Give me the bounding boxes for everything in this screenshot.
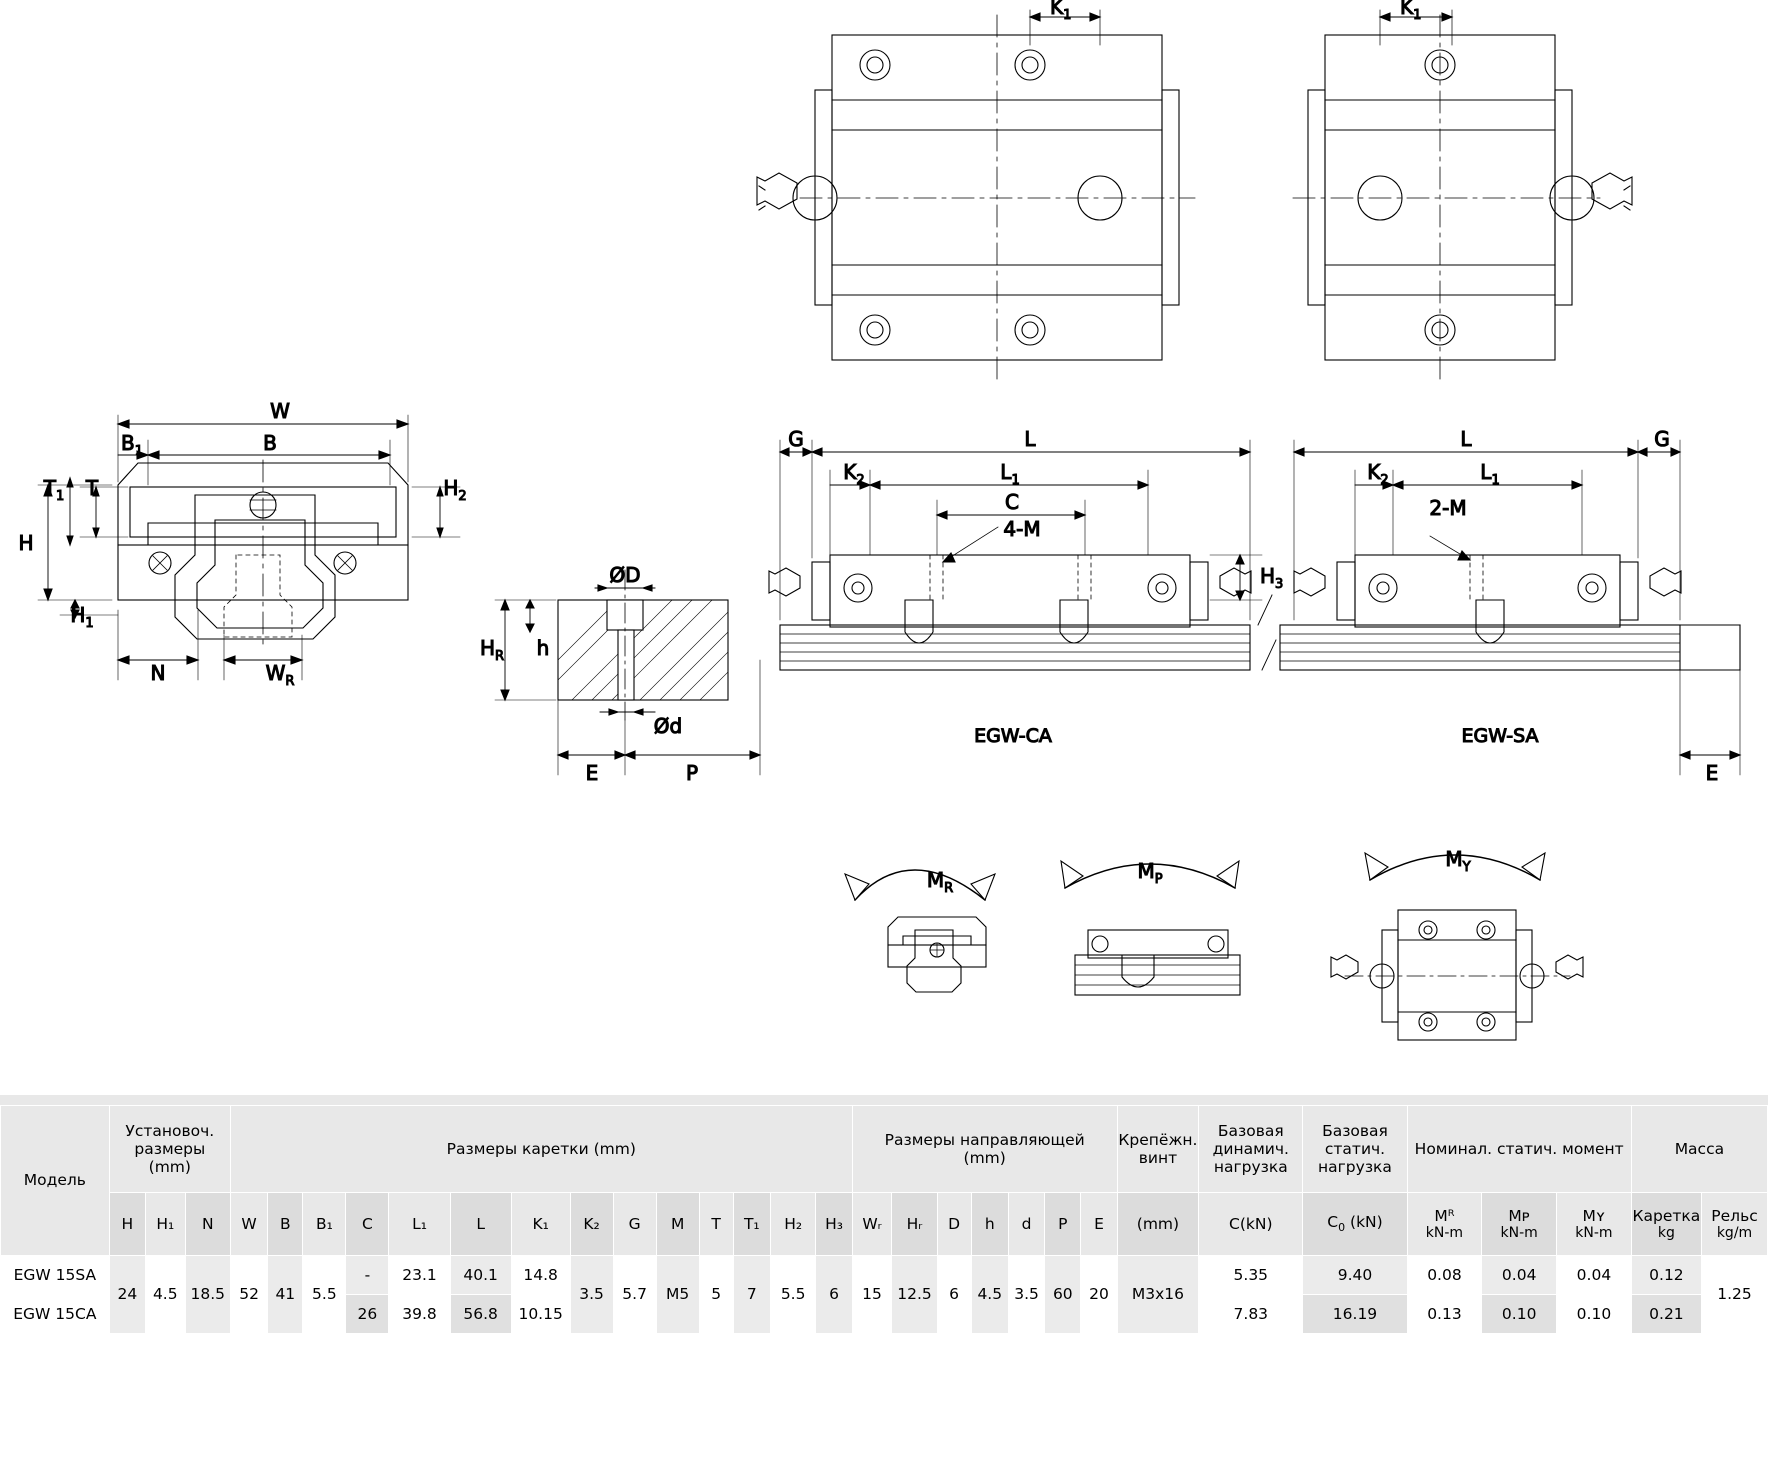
label-h-small: h <box>536 636 550 660</box>
subheader-H: H <box>109 1193 145 1256</box>
subheader-E: E <box>1081 1193 1117 1256</box>
subheader-H3: H₃ <box>816 1193 852 1256</box>
label-c: C <box>1005 490 1019 514</box>
table-top-bar <box>0 1095 1768 1105</box>
label-h3: $H_3$ <box>1260 564 1284 592</box>
label-d-big: ØD <box>609 563 641 587</box>
label-mp: $M_P$ <box>1137 859 1163 887</box>
cell-C-sa: - <box>346 1256 389 1295</box>
cell-K2: 3.5 <box>570 1256 613 1334</box>
cell-W: 52 <box>230 1256 267 1334</box>
cell-carriage-kg-ca: 0.21 <box>1631 1295 1701 1334</box>
subheader-h: h <box>971 1193 1008 1256</box>
spec-table-wrap <box>0 1095 1768 1334</box>
cell-H2: 5.5 <box>771 1256 816 1334</box>
subheader-M: M <box>656 1193 699 1256</box>
cell-H3: 6 <box>816 1256 852 1334</box>
cell-MP-ca: 0.10 <box>1482 1295 1557 1334</box>
subheader-my <box>1557 1193 1632 1256</box>
label-k1-right: $K_1$ <box>1400 0 1422 23</box>
cell-H1: 4.5 <box>145 1256 185 1334</box>
subheader-D: D <box>937 1193 971 1256</box>
cell-MR-sa: 0.08 <box>1407 1256 1482 1295</box>
subheader-mp <box>1482 1193 1557 1256</box>
top-view-ca <box>757 10 1195 380</box>
label-egw-ca: EGW-CA <box>974 725 1052 747</box>
cell-C-ca: 26 <box>346 1295 389 1334</box>
label-egw-sa: EGW-SA <box>1461 725 1539 747</box>
subheader-d: d <box>1008 1193 1044 1256</box>
subheader-screw-unit: (mm) <box>1117 1193 1199 1256</box>
subheader-WR: Wᵣ <box>852 1193 892 1256</box>
label-my: $M_Y$ <box>1445 847 1471 875</box>
header-carriage-dims: Размеры каретки (mm) <box>230 1106 852 1193</box>
table-row <box>1 1256 1768 1295</box>
cell-rail-kgm: 1.25 <box>1702 1256 1768 1334</box>
cell-L-sa: 40.1 <box>450 1256 511 1295</box>
cell-T1: 7 <box>733 1256 770 1334</box>
label-g-right: G <box>1654 427 1670 451</box>
subheader-HR: Hᵣ <box>892 1193 937 1256</box>
header-rail-dims <box>852 1106 1117 1193</box>
cell-E: 20 <box>1081 1256 1117 1334</box>
cell-MP-sa: 0.04 <box>1482 1256 1557 1295</box>
header-rail-dims-text: Размеры направляющей <box>884 1130 1085 1149</box>
label-t: T <box>85 476 99 500</box>
label-l-left: L <box>1024 427 1036 451</box>
cell-L1-ca: 39.8 <box>389 1295 450 1334</box>
header-mass: Масса <box>1631 1106 1767 1193</box>
cell-L-ca: 56.8 <box>450 1295 511 1334</box>
row-model-sa: EGW 15SA <box>1 1256 110 1295</box>
cell-B: 41 <box>268 1256 303 1334</box>
cell-B1: 5.5 <box>303 1256 346 1334</box>
cell-WR: 15 <box>852 1256 892 1334</box>
header-mount-dims <box>109 1106 230 1193</box>
label-2m: 2-M <box>1429 496 1467 520</box>
cell-MR-ca: 0.13 <box>1407 1295 1482 1334</box>
subheader-K2: K₂ <box>570 1193 613 1256</box>
subheader-carriage-mass <box>1631 1193 1701 1256</box>
cell-MY-ca: 0.10 <box>1557 1295 1632 1334</box>
label-k2-right: $K_2$ <box>1367 460 1389 488</box>
cell-H: 24 <box>109 1256 145 1334</box>
label-l1-left: $L_1$ <box>1000 460 1020 488</box>
subheader-B: B <box>268 1193 303 1256</box>
cell-C0-kN-sa: 9.40 <box>1303 1256 1407 1295</box>
cell-C-kN-sa: 5.35 <box>1199 1256 1303 1295</box>
label-g-left: G <box>788 427 804 451</box>
label-p: P <box>685 761 699 785</box>
label-b1: $B_1$ <box>120 431 144 459</box>
cell-MY-sa: 0.04 <box>1557 1256 1632 1295</box>
subheader-mp-unit: kN-m <box>1500 1224 1538 1241</box>
subheader-L1: L₁ <box>389 1193 450 1256</box>
cell-K1-sa: 14.8 <box>511 1256 570 1295</box>
label-h: H <box>18 531 34 555</box>
subheader-T: T <box>699 1193 733 1256</box>
label-k1-left: $K_1$ <box>1050 0 1072 23</box>
cell-P: 60 <box>1045 1256 1081 1334</box>
subheader-P: P <box>1045 1193 1081 1256</box>
cell-C-kN-ca: 7.83 <box>1199 1295 1303 1334</box>
header-screw: Крепёжн. винт <box>1117 1106 1199 1193</box>
label-4m: 4-M <box>1003 517 1041 541</box>
label-wr: $W_R$ <box>265 661 295 689</box>
subheader-K1: K₁ <box>511 1193 570 1256</box>
cell-N: 18.5 <box>185 1256 230 1334</box>
spec-table <box>0 1105 1768 1334</box>
label-n: N <box>150 661 166 685</box>
moment-my-diagram <box>1331 853 1583 1040</box>
header-model: Модель <box>1 1106 110 1256</box>
label-hr: $H_R$ <box>479 636 505 664</box>
cell-screw: M3x16 <box>1117 1256 1199 1334</box>
header-rail-dims-unit: (mm) <box>963 1149 1006 1167</box>
moment-mr-diagram <box>845 870 995 992</box>
subheader-stat-unit: $C_0$ (kN) <box>1303 1193 1407 1256</box>
cell-M: M5 <box>656 1256 699 1334</box>
label-e-right: E <box>1705 761 1719 785</box>
subheader-mr <box>1407 1193 1482 1256</box>
label-d-small: Ød <box>653 714 683 738</box>
cell-carriage-kg-sa: 0.12 <box>1631 1256 1701 1295</box>
label-e-left: E <box>585 761 599 785</box>
header-static-moment: Номинал. статич. момент <box>1407 1106 1631 1193</box>
header-stat-load: Базовая статич. нагрузка <box>1303 1106 1407 1193</box>
cell-K1-ca: 10.15 <box>511 1295 570 1334</box>
label-l1-right: $L_1$ <box>1480 460 1500 488</box>
label-t1: $T_1$ <box>43 476 65 504</box>
subheader-W: W <box>230 1193 267 1256</box>
cell-HR: 12.5 <box>892 1256 937 1334</box>
subheader-mr-sym: Mᴿ <box>1434 1206 1455 1225</box>
subheader-dyn-unit: C(kN) <box>1199 1193 1303 1256</box>
top-view-sa <box>1293 10 1632 380</box>
subheader-mp-sym: Mᴘ <box>1508 1206 1530 1225</box>
row-model-ca: EGW 15CA <box>1 1295 110 1334</box>
cross-section-view <box>38 415 460 680</box>
subheader-rail-mass <box>1702 1193 1768 1256</box>
subheader-B1: B₁ <box>303 1193 346 1256</box>
cell-T: 5 <box>699 1256 733 1334</box>
header-mount-dims-text: Установоч. размеры <box>125 1121 215 1158</box>
cell-G: 5.7 <box>613 1256 656 1334</box>
subheader-H1: H₁ <box>145 1193 185 1256</box>
cell-h: 4.5 <box>971 1256 1008 1334</box>
subheader-N: N <box>185 1193 230 1256</box>
subheader-T1: T₁ <box>733 1193 770 1256</box>
label-h2: $H_2$ <box>443 476 467 504</box>
subheader-my-unit: kN-m <box>1575 1224 1613 1241</box>
subheader-rail-label: Рельс <box>1711 1206 1758 1225</box>
cell-D: 6 <box>937 1256 971 1334</box>
cell-L1-sa: 23.1 <box>389 1256 450 1295</box>
label-h1: $H_1$ <box>70 603 94 631</box>
subheader-my-sym: Mʏ <box>1582 1206 1606 1225</box>
cell-C0-kN-ca: 16.19 <box>1303 1295 1407 1334</box>
rail-hole-detail <box>495 570 760 775</box>
label-l-right: L <box>1460 427 1472 451</box>
subheader-rail-unit: kg/m <box>1716 1224 1753 1241</box>
label-k2-left: $K_2$ <box>843 460 865 488</box>
header-dyn-load: Базовая динамич. нагрузка <box>1199 1106 1303 1193</box>
subheader-carriage-label: Каретка <box>1632 1206 1701 1225</box>
cell-d: 3.5 <box>1008 1256 1044 1334</box>
label-w: W <box>270 399 290 423</box>
header-mount-dims-unit: (mm) <box>148 1158 191 1177</box>
label-mr: $M_R$ <box>926 868 954 896</box>
subheader-H2: H₂ <box>771 1193 816 1256</box>
subheader-C: C <box>346 1193 389 1256</box>
subheader-G: G <box>613 1193 656 1256</box>
subheader-mr-unit: kN-m <box>1425 1224 1464 1241</box>
subheader-carriage-unit: kg <box>1657 1224 1675 1241</box>
label-b: B <box>263 431 277 455</box>
subheader-L: L <box>450 1193 511 1256</box>
